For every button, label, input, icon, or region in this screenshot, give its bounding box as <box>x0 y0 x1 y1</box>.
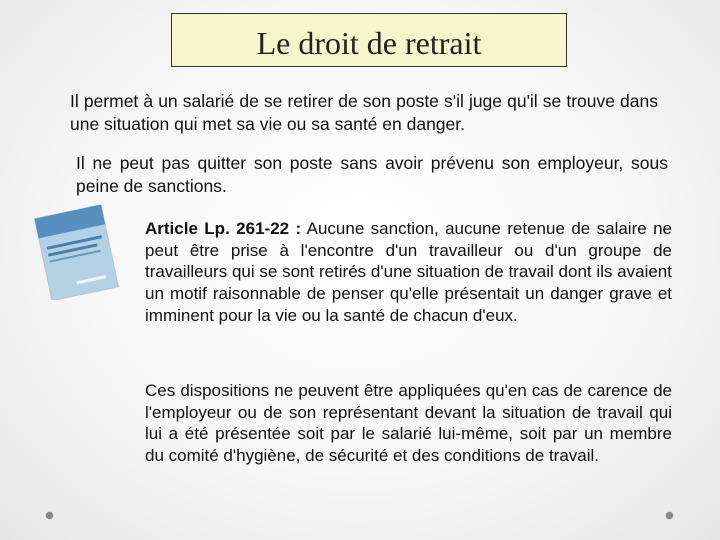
paragraph-definition: Il permet à un salarié de se retirer de son poste s'il juge qu'il se trouve dans une situation qui met sa vie ou sa santé en danger. <box>70 91 658 134</box>
code-du-travail-book-icon <box>30 200 130 300</box>
paragraph-prevenir-employeur: Il ne peut pas quitter son poste sans avoir prévenu son employeur, sous peine de sanctions. <box>76 153 668 196</box>
slide-title: Le droit de retrait <box>256 25 482 61</box>
paragraph-article <box>145 218 672 327</box>
article-reference: Article Lp. 261-22 : <box>145 219 302 238</box>
slide-corner-dot-right <box>666 512 673 519</box>
slide-corner-dot-left <box>46 512 53 519</box>
slide-title-box <box>171 13 567 67</box>
article-text: Aucune sanction, aucune retenue de salaire ne peut être prise à l'encontre d'un travailleur ou d'un groupe de travailleurs qui se sont retirés d'une situation de travail dont ils avaient un motif raisonnable de penser qu'elle présentait un danger grave et imminent pour la vie ou la santé de chacun d'eux. <box>145 219 672 325</box>
paragraph-dispositions: Ces dispositions ne peuvent être appliquées qu'en cas de carence de l'employeur ou de son représentant devant la situation de travail qui lui a été présentée soit par le salarié lui-même, soit par un membre du comité d'hygiène, de sécurité et des conditions de travail. <box>145 381 672 466</box>
